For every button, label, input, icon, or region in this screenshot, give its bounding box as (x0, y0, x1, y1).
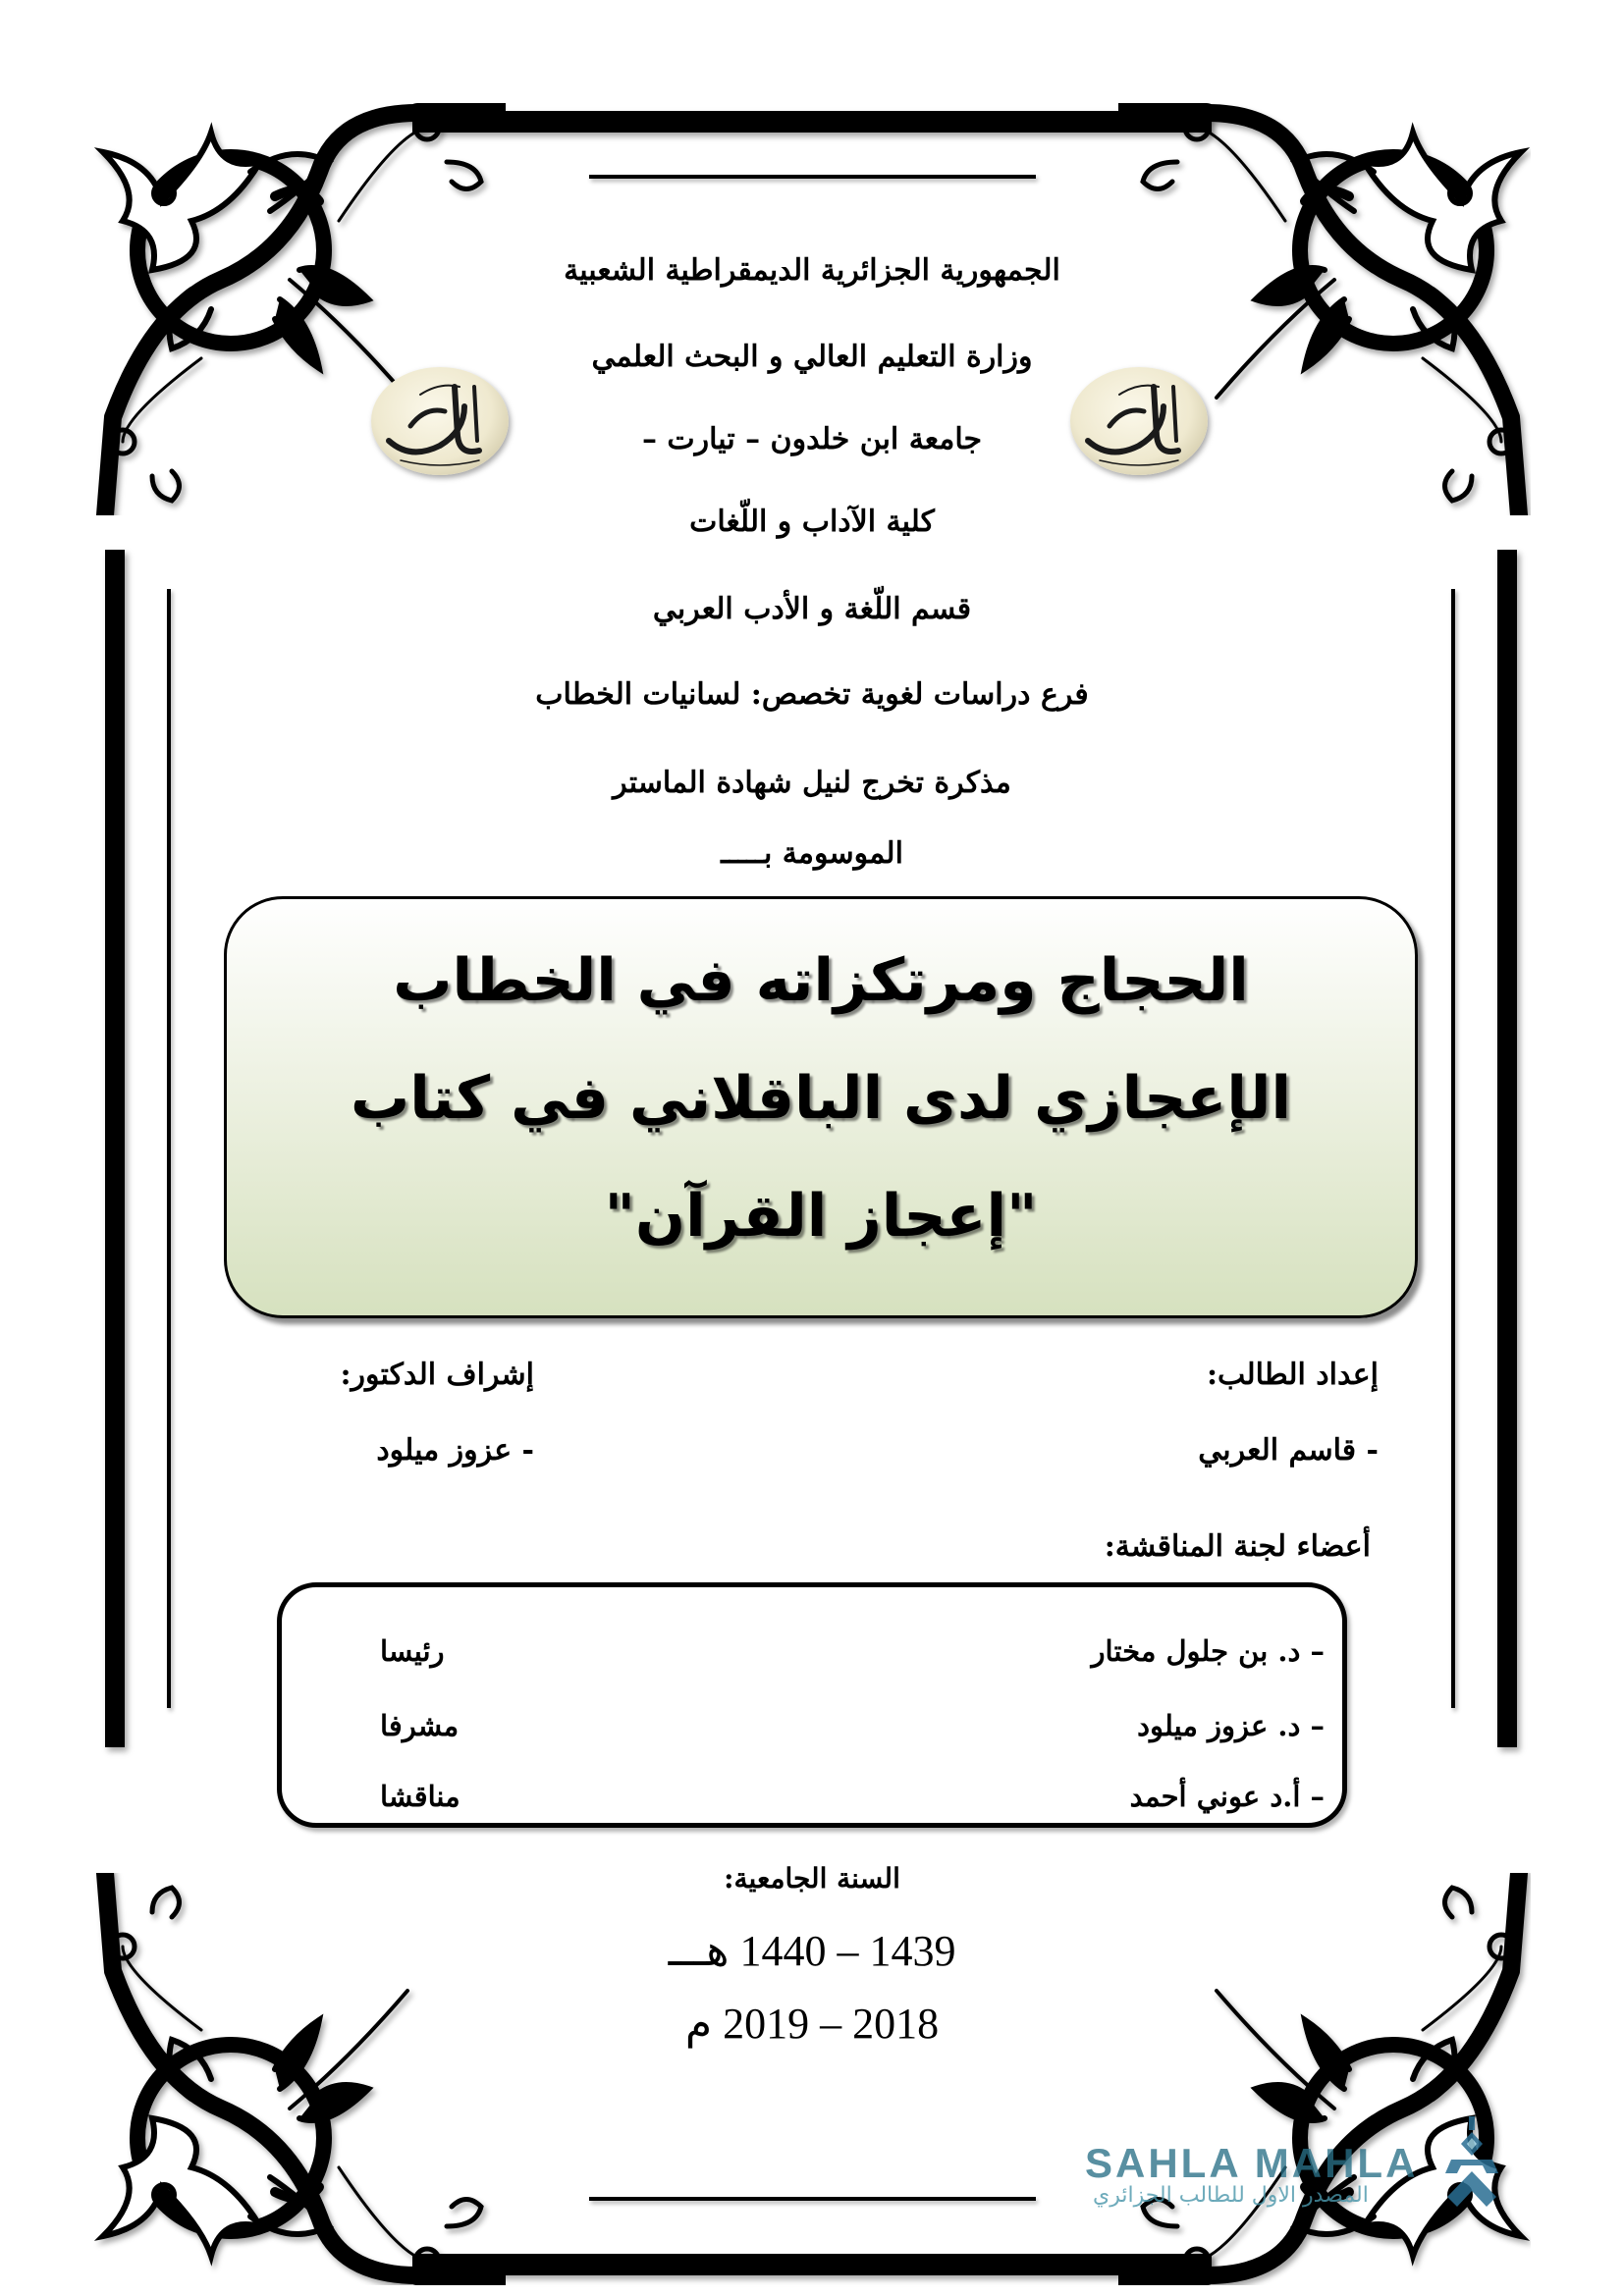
sahla-mahla-logo-icon (1443, 2112, 1502, 2211)
jury-member-role: رئيسا (380, 1634, 445, 1668)
jury-member-role: مناقشا (380, 1780, 460, 1813)
university-name: جامعة ابن خلدون – تيارت – (641, 422, 983, 456)
frame-top-thick-bar (412, 111, 1212, 133)
calligraphy-seal-icon (1070, 367, 1208, 475)
academic-year-hijri: 1439 – 1440 هـــ (668, 1927, 956, 1975)
jury-member-name: – د. بن جلول مختار (1091, 1634, 1325, 1668)
jury-members-box (277, 1582, 1347, 1828)
department-name: قسم اللّغة و الأدب العربي (652, 592, 972, 626)
student-label: إعداد الطالب: (1206, 1358, 1379, 1392)
jury-member-name: – أ.د عوني أحمد (1129, 1780, 1325, 1813)
faculty-name: كلية الآداب و اللّغات (689, 505, 935, 539)
watermark-tagline: المصدر الاول للطالب الجزائري (1093, 2183, 1369, 2208)
academic-year-gregorian: 2018 – 2019 م (684, 2000, 940, 2048)
thesis-title-line-3: "إعجاز القرآن" (604, 1182, 1038, 1251)
frame-bottom-thin-line (589, 2197, 1036, 2201)
thesis-title-line-1: الحجاج ومرتكزاته في الخطاب (393, 946, 1249, 1015)
academic-year-label: السنة الجامعية: (724, 1862, 900, 1895)
frame-right-thin-line (1451, 589, 1455, 1708)
thesis-type: مذكرة تخرج لنيل شهادة الماستر (613, 766, 1011, 800)
frame-right-thick-bar (1497, 550, 1517, 1747)
jury-row (282, 1634, 1342, 1683)
thesis-title-box (224, 896, 1418, 1318)
thesis-title-line-2: الإعجازي لدى الباقلاني في كتاب (350, 1064, 1292, 1133)
frame-left-thin-line (167, 589, 171, 1708)
frame-top-thin-line (589, 175, 1036, 179)
jury-label: أعضاء لجنة المناقشة: (1104, 1529, 1371, 1564)
branch-specialty: فرع دراسات لغوية تخصص: لسانيات الخطاب (535, 677, 1089, 712)
jury-member-role: مشرفا (380, 1709, 460, 1742)
supervisor-label: إشراف الدكتور: (340, 1358, 534, 1392)
watermark-brand: SAHLA MAHLA (1085, 2140, 1419, 2186)
ministry-name: وزارة التعليم العالي و البحث العلمي (591, 340, 1033, 374)
jury-row (282, 1780, 1342, 1829)
calligraphy-seal-icon (371, 367, 509, 475)
jury-member-name: – د. عزوز ميلود (1137, 1709, 1325, 1742)
jury-row (282, 1709, 1342, 1758)
titled-by: الموسومة بـــــ (721, 836, 903, 871)
supervisor-name: - عزوز ميلود (376, 1433, 534, 1468)
university-seal-right (1070, 367, 1208, 475)
frame-bottom-thick-bar (412, 2254, 1212, 2275)
frame-left-thick-bar (105, 550, 125, 1747)
republic-name: الجمهورية الجزائرية الديمقراطية الشعبية (564, 253, 1060, 288)
student-name: - قاسم العربي (1198, 1433, 1379, 1468)
university-seal-left (371, 367, 509, 475)
